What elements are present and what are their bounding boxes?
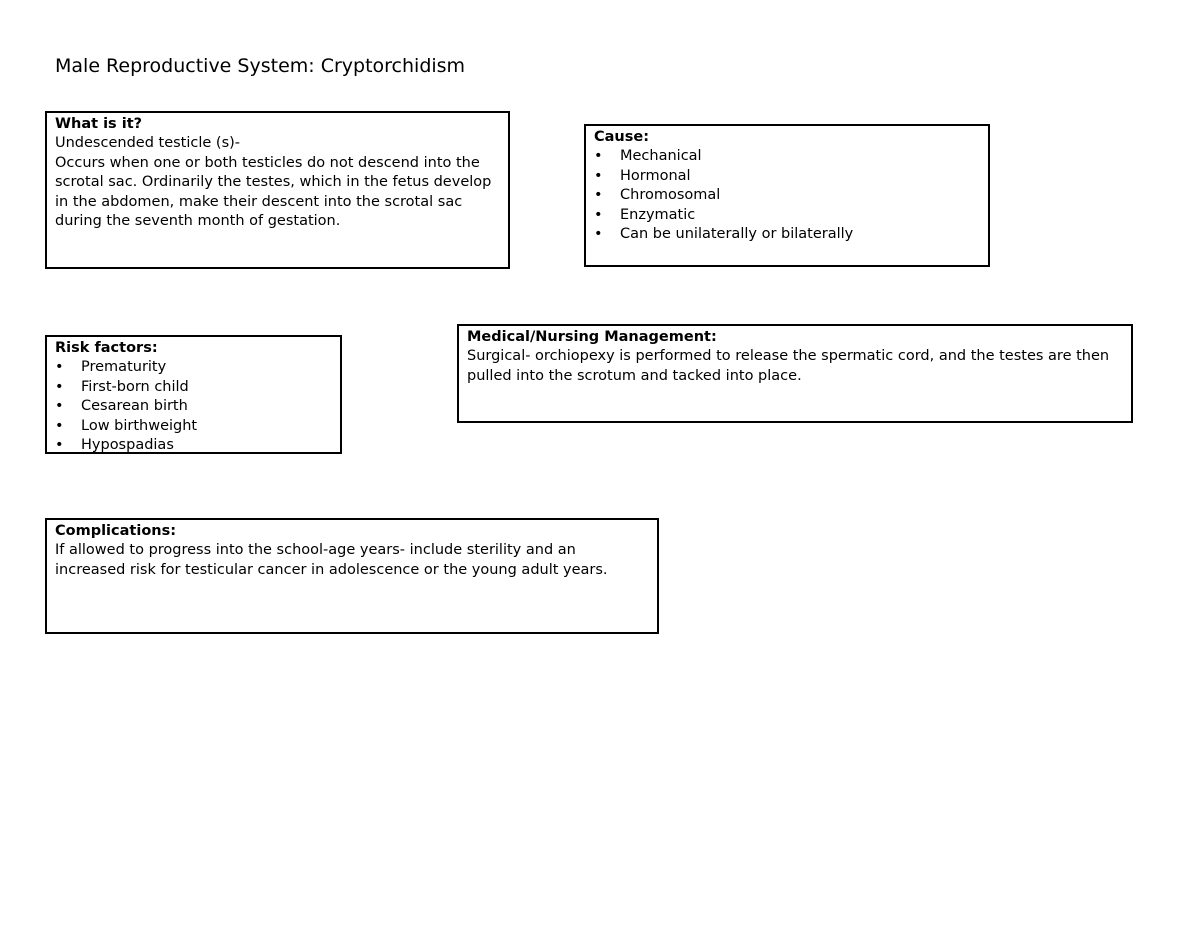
- risk-factors-list: [55, 358, 332, 454]
- bullet-icon: •: [55, 417, 64, 434]
- what-is-it-subheading: Undescended testicle (s)-: [55, 135, 241, 152]
- list-item: [55, 358, 332, 377]
- complications-text: If allowed to progress into the school-age years- include sterility and an increased risk for testicular cancer in adolescence or the young adult years.: [55, 542, 608, 578]
- cause-item-label: Chromosomal: [620, 187, 721, 204]
- list-item: [594, 206, 980, 225]
- risk-factors-box: [45, 335, 342, 454]
- what-is-it-heading: What is it?: [55, 116, 143, 132]
- risk-factor-label: First-born child: [81, 378, 189, 395]
- list-item: [55, 436, 332, 454]
- list-item: [55, 397, 332, 416]
- cause-item-label: Can be unilaterally or bilaterally: [620, 226, 854, 243]
- cause-item-label: Enzymatic: [620, 206, 696, 223]
- management-heading: Medical/Nursing Management:: [467, 329, 717, 345]
- bullet-icon: •: [55, 398, 64, 415]
- list-item: [594, 225, 980, 244]
- bullet-icon: •: [55, 437, 64, 454]
- management-text: Surgical- orchiopexy is performed to release the spermatic cord, and the testes are then pulled into the scrotum and tacked into place.: [467, 348, 1110, 384]
- what-is-it-box: [45, 111, 510, 269]
- list-item: [55, 378, 332, 397]
- bullet-icon: •: [594, 167, 603, 184]
- risk-factors-heading: Risk factors:: [55, 340, 158, 356]
- cause-heading: Cause:: [594, 129, 650, 145]
- cause-box: [584, 124, 990, 267]
- list-item: [594, 147, 980, 166]
- cause-item-label: Mechanical: [620, 148, 702, 165]
- risk-factor-label: Low birthweight: [81, 417, 198, 434]
- risk-factor-label: Cesarean birth: [81, 398, 188, 415]
- risk-factor-label: Hypospadias: [81, 437, 174, 454]
- list-item: [55, 417, 332, 436]
- complications-box: [45, 518, 659, 634]
- list-item: [594, 186, 980, 205]
- bullet-icon: •: [594, 187, 603, 204]
- bullet-icon: •: [594, 206, 603, 223]
- bullet-icon: •: [55, 378, 64, 395]
- risk-factor-label: Prematurity: [81, 359, 167, 376]
- list-item: [594, 167, 980, 186]
- cause-item-label: Hormonal: [620, 167, 691, 184]
- bullet-icon: •: [55, 359, 64, 376]
- cause-list: [594, 147, 980, 244]
- bullet-icon: •: [594, 226, 603, 243]
- management-box: [457, 324, 1133, 423]
- complications-heading: Complications:: [55, 523, 177, 539]
- what-is-it-description: Occurs when one or both testicles do not descend into the scrotal sac. Ordinarily the testes, which in the fetus develop in the abdomen, make their descent into the scrotal sac during the seventh month of gestation.: [55, 154, 492, 230]
- page-title: Male Reproductive System: Cryptorchidism: [55, 55, 466, 77]
- bullet-icon: •: [594, 148, 603, 165]
